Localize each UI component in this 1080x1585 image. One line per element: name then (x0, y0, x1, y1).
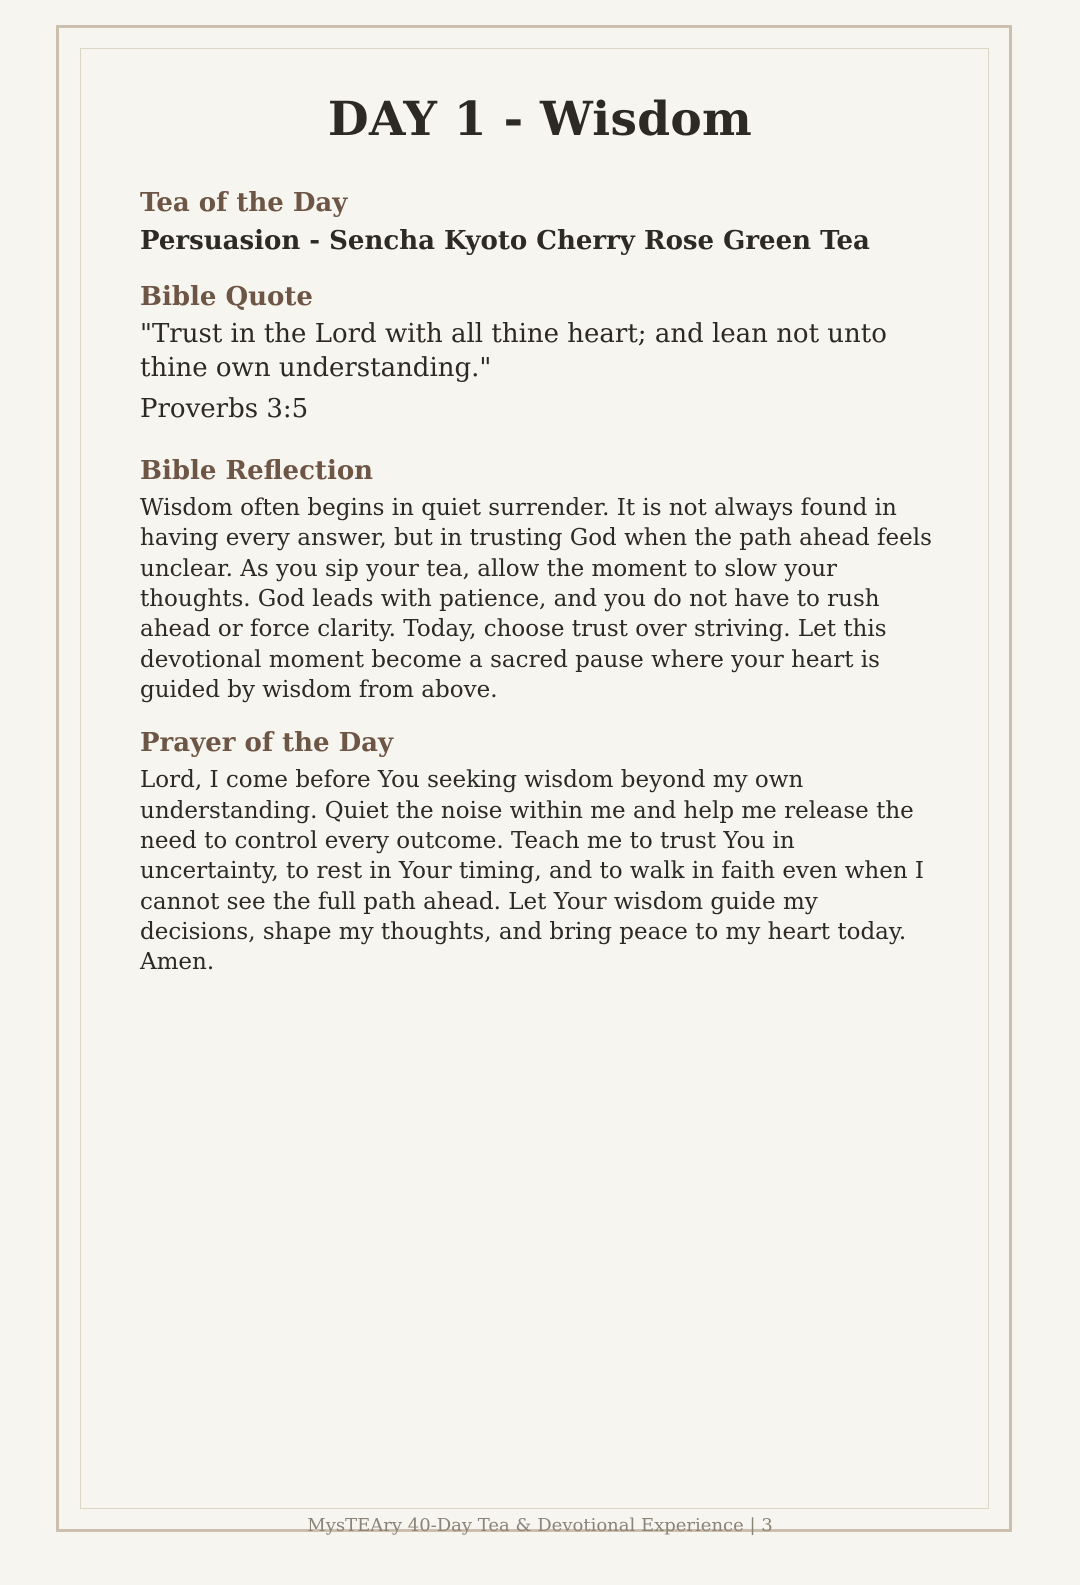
tea-section (140, 188, 940, 256)
page-footer: MysTEAry 40-Day Tea & Devotional Experience | 3 (307, 1515, 773, 1536)
reflection-section (140, 456, 940, 705)
page-title: DAY 1 - Wisdom (327, 92, 753, 147)
prayer-text: Lord, I come before You seeking wisdom beyond my own understanding. Quiet the noise within me and help me release the need to control every outcome. Teach me to trust You in uncertainty, to rest in Your timing, and to walk in faith even when I cannot see the full path ahead. Let Your wisdom guide my decisions, shape my thoughts, and bring peace to my heart today. Amen. (140, 767, 925, 976)
quote-text: "Trust in the Lord with all thine heart; and lean not unto thine own understanding." (140, 318, 887, 383)
tea-name: Persuasion - Sencha Kyoto Cherry Rose Green Tea (140, 225, 870, 256)
prayer-heading: Prayer of the Day (140, 728, 394, 759)
quote-section (140, 282, 940, 426)
prayer-section (140, 728, 940, 977)
reflection-text: Wisdom often begins in quiet surrender. It is not always found in having every answer, but in trusting God when the path ahead feels unclear. As you sip your tea, allow the moment to slow your thoughts. God leads with patience, and you do not have to rush ahead or force clarity. Today, choose trust over striving. Let this devotional moment become a sacred pause where your heart is guided by wisdom from above. (140, 495, 932, 703)
quote-reference: Proverbs 3:5 (140, 393, 309, 424)
devotional-content (140, 92, 940, 977)
reflection-heading: Bible Reflection (140, 455, 374, 486)
tea-heading: Tea of the Day (140, 188, 348, 219)
quote-heading: Bible Quote (140, 281, 313, 312)
